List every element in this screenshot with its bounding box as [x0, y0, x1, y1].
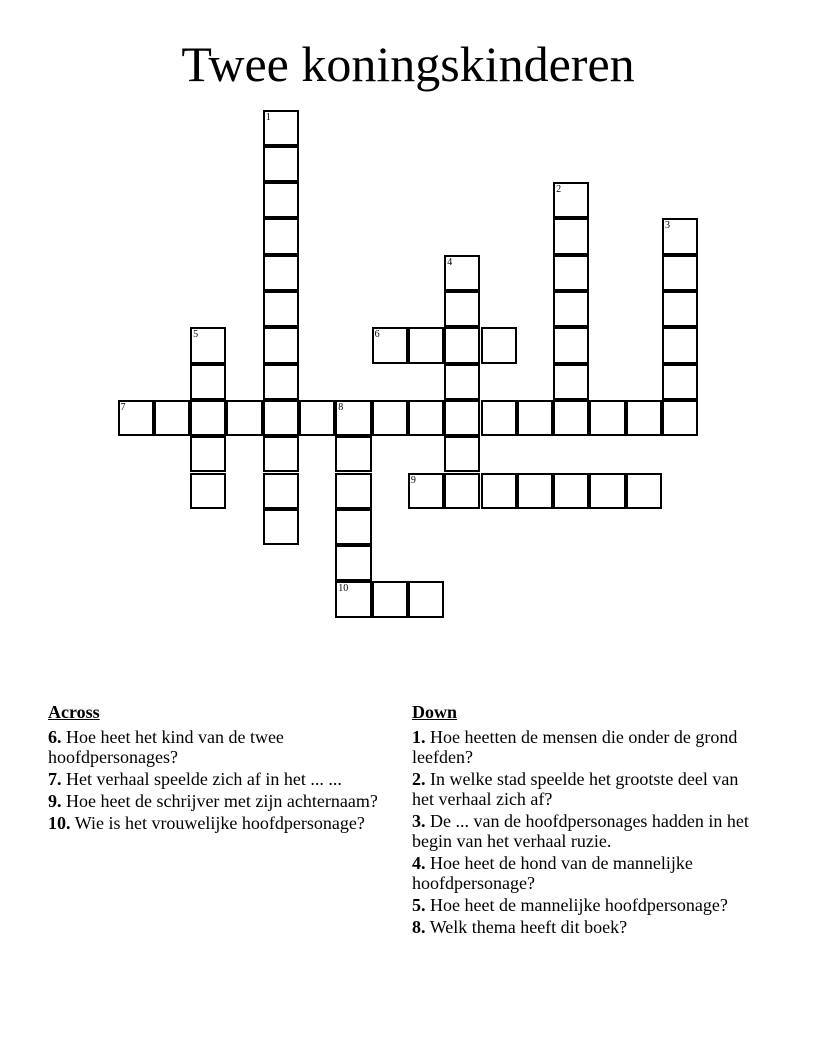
- clue-text: De ... van de hoofdpersonages hadden in het begin van het verhaal ruzie.: [412, 811, 749, 851]
- grid-cell[interactable]: [662, 400, 698, 436]
- across-clue-list: [48, 727, 383, 833]
- grid-cell[interactable]: [553, 291, 589, 327]
- clue-number: 1: [265, 111, 271, 123]
- clue-number-label: 3.: [412, 811, 426, 831]
- grid-cell[interactable]: [444, 291, 480, 327]
- grid-cell[interactable]: [408, 473, 444, 509]
- grid-cell[interactable]: [263, 110, 299, 146]
- grid-cell[interactable]: [335, 545, 371, 581]
- grid-cell[interactable]: [335, 400, 371, 436]
- across-clue: [48, 813, 383, 833]
- grid-cell[interactable]: [372, 400, 408, 436]
- clue-text: Hoe heetten de mensen die onder de grond leefden?: [412, 727, 738, 767]
- grid-cell[interactable]: [444, 327, 480, 363]
- grid-cell[interactable]: [335, 581, 371, 617]
- grid-cell[interactable]: [408, 327, 444, 363]
- grid-cell[interactable]: [263, 364, 299, 400]
- grid-cell[interactable]: [263, 182, 299, 218]
- grid-cell[interactable]: [517, 473, 553, 509]
- grid-cell[interactable]: [263, 327, 299, 363]
- clue-number-label: 2.: [412, 769, 426, 789]
- clue-number-label: 5.: [412, 895, 426, 915]
- grid-cell[interactable]: [372, 581, 408, 617]
- down-clue: [412, 811, 757, 851]
- grid-cell[interactable]: [263, 436, 299, 472]
- grid-cell[interactable]: [662, 255, 698, 291]
- grid-cell[interactable]: [553, 218, 589, 254]
- clue-number: 8: [338, 401, 344, 413]
- across-clue: [48, 769, 383, 789]
- down-clue-list: [412, 727, 757, 937]
- grid-cell[interactable]: [263, 255, 299, 291]
- down-clue: [412, 917, 757, 937]
- grid-cell[interactable]: [553, 182, 589, 218]
- across-heading: Across: [48, 702, 100, 722]
- grid-cell[interactable]: [408, 400, 444, 436]
- grid-cell[interactable]: [226, 400, 262, 436]
- down-heading: Down: [412, 702, 458, 722]
- clue-number: 6: [374, 329, 380, 341]
- grid-cell[interactable]: [190, 364, 226, 400]
- down-clue: [412, 727, 757, 767]
- grid-cell[interactable]: [444, 436, 480, 472]
- grid-cell[interactable]: [553, 473, 589, 509]
- grid-cell[interactable]: [190, 327, 226, 363]
- grid-cell[interactable]: [589, 400, 625, 436]
- grid-cell[interactable]: [335, 436, 371, 472]
- across-clue: [48, 791, 383, 811]
- grid-cell[interactable]: [517, 400, 553, 436]
- clue-number: 4: [447, 256, 453, 268]
- grid-cell[interactable]: [190, 473, 226, 509]
- grid-cell[interactable]: [553, 327, 589, 363]
- clue-number: 9: [410, 474, 416, 486]
- clue-text: Welk thema heeft dit boek?: [429, 917, 628, 937]
- across-clue: [48, 727, 383, 767]
- grid-cell[interactable]: [444, 473, 480, 509]
- clue-number-label: 9.: [48, 791, 62, 811]
- clue-number: 3: [665, 220, 670, 232]
- grid-cell[interactable]: [589, 473, 625, 509]
- grid-cell[interactable]: [154, 400, 190, 436]
- grid-cell[interactable]: [481, 327, 517, 363]
- grid-cell[interactable]: [263, 218, 299, 254]
- down-clues: [412, 702, 757, 939]
- clue-number-label: 10.: [48, 813, 71, 833]
- clue-number-label: 7.: [48, 769, 62, 789]
- grid-cell[interactable]: [444, 400, 480, 436]
- grid-cell[interactable]: [481, 473, 517, 509]
- grid-cell[interactable]: [190, 400, 226, 436]
- grid-cell[interactable]: [118, 400, 154, 436]
- grid-cell[interactable]: [299, 400, 335, 436]
- clue-number: 10: [338, 583, 349, 595]
- grid-cell[interactable]: [444, 364, 480, 400]
- clue-text: Hoe heet de hond van de mannelijke hoofdpersonage?: [412, 853, 693, 893]
- grid-cell[interactable]: [263, 473, 299, 509]
- grid-cell[interactable]: [190, 436, 226, 472]
- across-clues: [48, 702, 383, 835]
- clue-number-label: 4.: [412, 853, 426, 873]
- grid-cell[interactable]: [372, 327, 408, 363]
- grid-cell[interactable]: [553, 255, 589, 291]
- grid-cell[interactable]: [263, 146, 299, 182]
- grid-cell[interactable]: [626, 473, 662, 509]
- clue-text: Hoe heet de schrijver met zijn achternaam?: [66, 791, 378, 811]
- down-clue: [412, 769, 757, 809]
- clue-text: Hoe heet de mannelijke hoofdpersonage?: [430, 895, 728, 915]
- clue-text: Wie is het vrouwelijke hoofdpersonage?: [74, 813, 365, 833]
- grid-cell[interactable]: [553, 400, 589, 436]
- grid-cell[interactable]: [662, 327, 698, 363]
- grid-cell[interactable]: [662, 364, 698, 400]
- grid-cell[interactable]: [553, 364, 589, 400]
- down-clue: [412, 895, 757, 915]
- grid-cell[interactable]: [444, 255, 480, 291]
- grid-cell[interactable]: [335, 509, 371, 545]
- clue-number: 5: [193, 329, 199, 341]
- clue-number: 2: [556, 184, 562, 196]
- grid-cell[interactable]: [662, 218, 698, 254]
- grid-cell[interactable]: [662, 291, 698, 327]
- clue-text: Hoe heet het kind van de twee hoofdpersonages?: [48, 727, 284, 767]
- down-clue: [412, 853, 757, 893]
- clue-text: Het verhaal speelde zich af in het ... ...: [66, 769, 342, 789]
- grid-cell[interactable]: [481, 400, 517, 436]
- clue-number: 7: [120, 401, 126, 413]
- page-title: Twee koningskinderen: [181, 36, 635, 92]
- clue-number-label: 8.: [412, 917, 426, 937]
- grid-cell[interactable]: [263, 509, 299, 545]
- clue-number-label: 1.: [412, 727, 426, 747]
- grid-cell[interactable]: [626, 400, 662, 436]
- grid-cell[interactable]: [263, 400, 299, 436]
- grid-cell[interactable]: [335, 473, 371, 509]
- grid-cell[interactable]: [263, 291, 299, 327]
- clue-number-label: 6.: [48, 727, 62, 747]
- clue-text: In welke stad speelde het grootste deel van het verhaal zich af?: [412, 769, 739, 809]
- grid-cell[interactable]: [408, 581, 444, 617]
